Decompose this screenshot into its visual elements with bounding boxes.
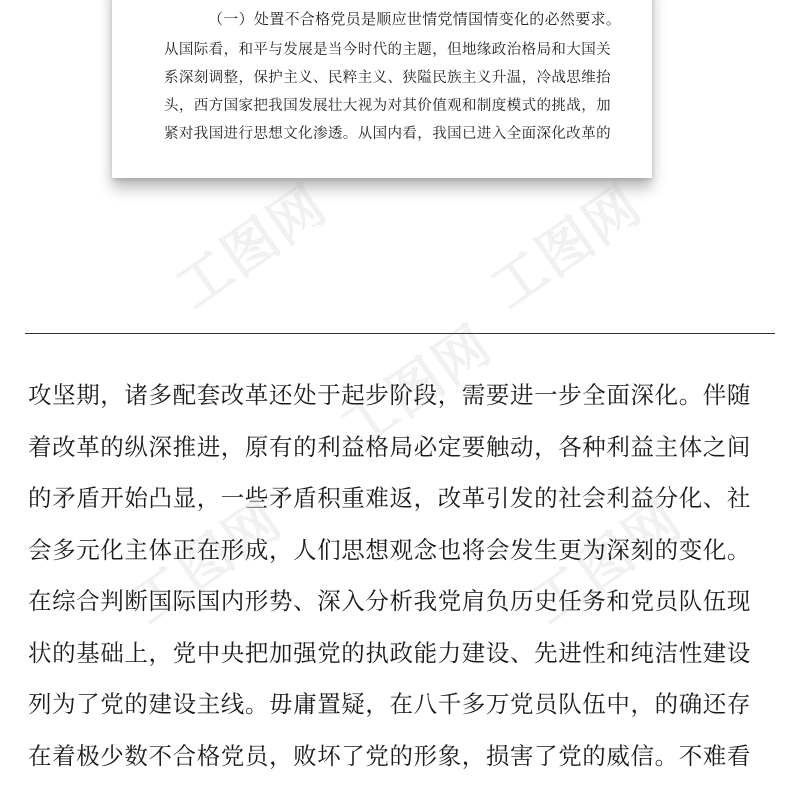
document-line: 会多元化主体正在形成，人们思想观念也将会发生更为深刻的变化。 xyxy=(28,535,751,564)
preview-heading: （一）处置不合格党员是顺应世情党情国情变化的必然要求。 xyxy=(208,10,622,28)
document-line: 着改革的纵深推进，原有的利益格局必定要触动，各种利益主体之间 xyxy=(28,432,751,461)
preview-body xyxy=(164,36,640,148)
document-line: 在综合判断国际国内形势、深入分析我党肩负历史任务和党员队伍现 xyxy=(28,587,751,615)
document-line: 状的基础上，党中央把加强党的执政能力建设、先进性和纯洁性建设 xyxy=(28,638,751,667)
document-line: 的矛盾开始凸显，一些矛盾积重难返，改革引发的社会利益分化、社 xyxy=(28,484,751,512)
watermark: 工图网 xyxy=(119,487,294,636)
document-line: 攻坚期，诸多配套改革还处于起步阶段，需要进一步全面深化。伴随 xyxy=(28,381,751,409)
document-body xyxy=(28,370,778,782)
watermark: 工图网 xyxy=(329,312,504,461)
preview-line: 紧对我国进行思想文化渗透。从国内看，我国已进入全面深化改革的 xyxy=(164,126,611,142)
section-divider xyxy=(25,333,775,334)
preview-line: 从国际看，和平与发展是当今时代的主题，但地缘政治格局和大国关 xyxy=(164,42,611,58)
page-preview-card xyxy=(112,0,652,178)
watermark: 工图网 xyxy=(479,172,654,321)
watermark: 工图网 xyxy=(164,172,339,321)
document-line: 列为了党的建设主线。毋庸置疑，在八千多万党员队伍中，的确还存 xyxy=(28,690,751,718)
preview-line: 头，西方国家把我国发展壮大视为对其价值观和制度模式的挑战，加 xyxy=(164,98,611,114)
preview-line: 系深刻调整，保护主义、民粹主义、狭隘民族主义升温，冷战思维抬 xyxy=(164,70,611,86)
watermark: 工图网 xyxy=(519,487,694,636)
document-line: 在着极少数不合格党员，败坏了党的形象，损害了党的威信。不难看 xyxy=(28,741,751,770)
